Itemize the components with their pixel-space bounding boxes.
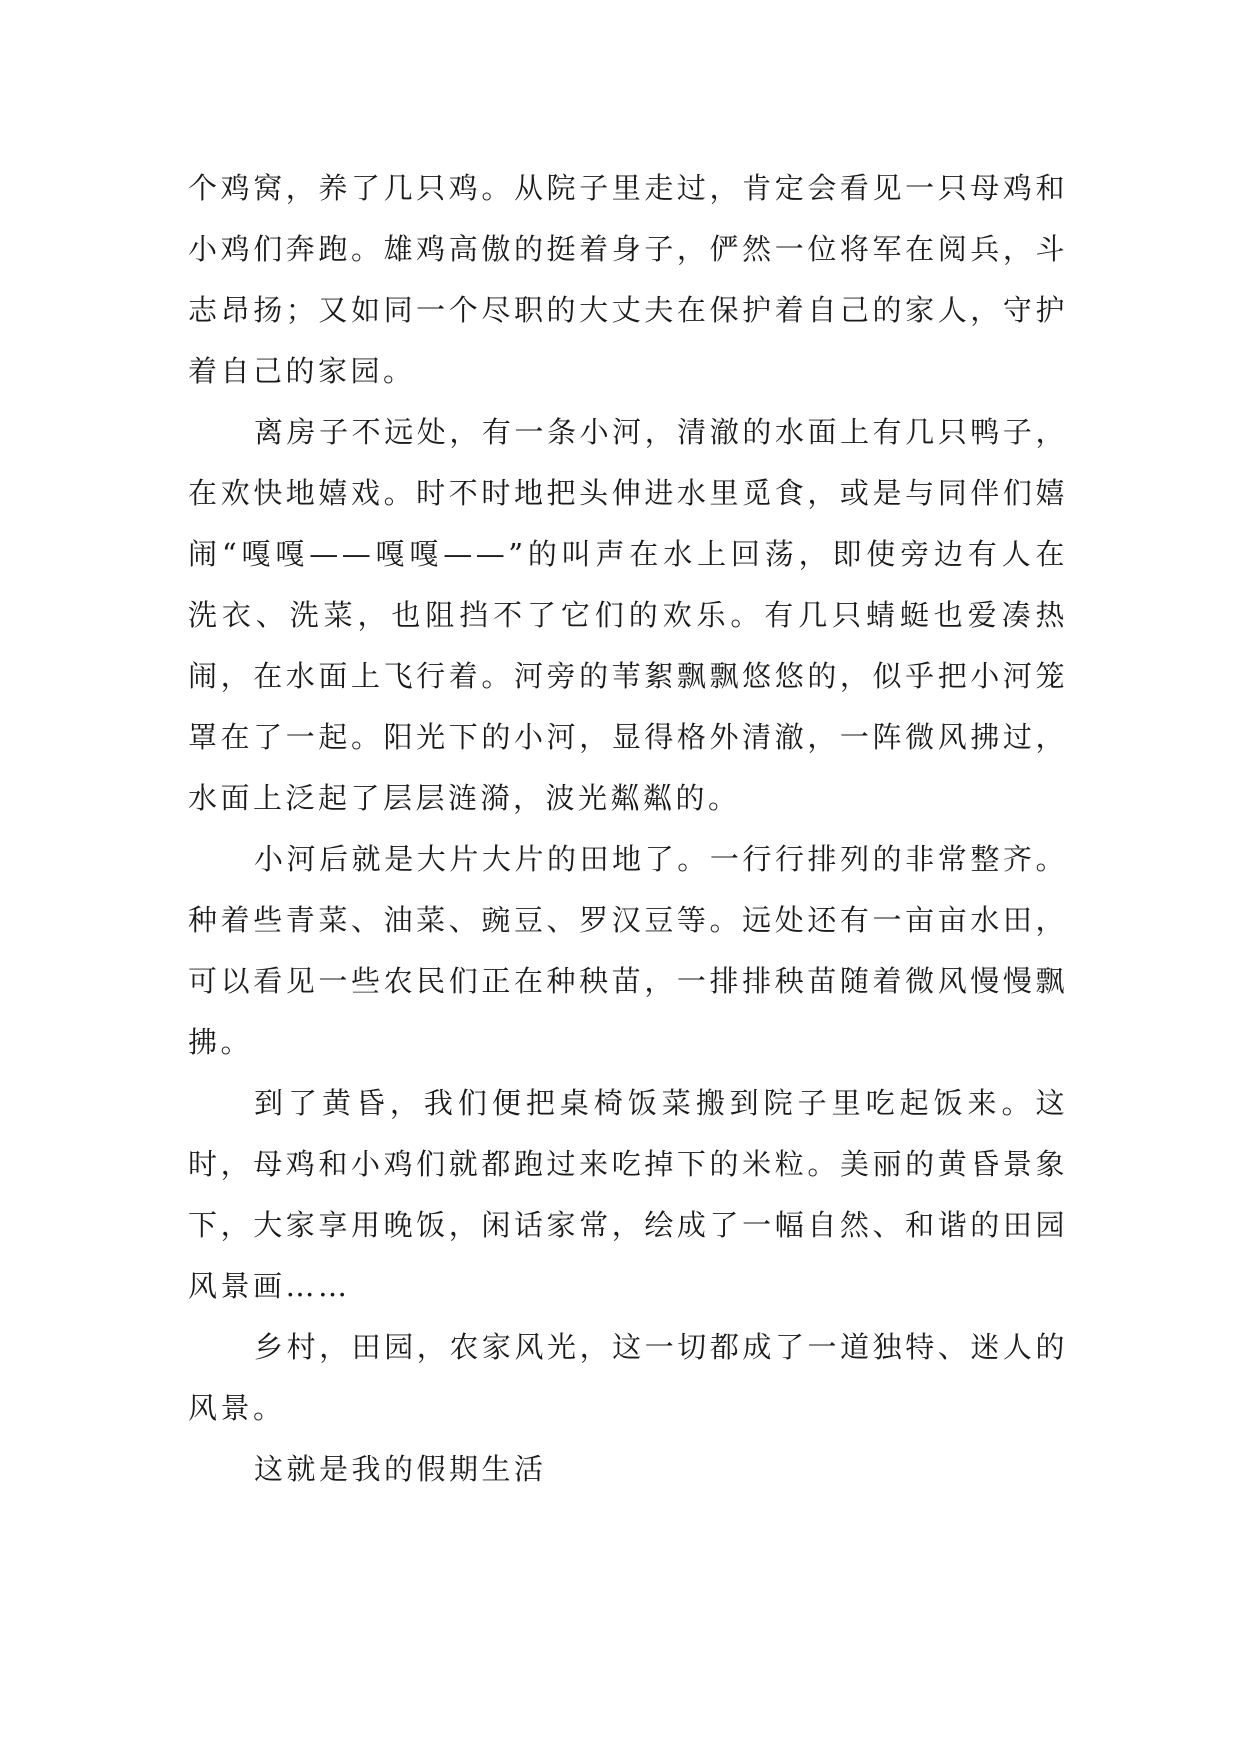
paragraph-4: 到了黄昏，我们便把桌椅饭菜搬到院子里吃起饭来。这时，母鸡和小鸡们就都跑过来吃掉下的米粒。美丽的黄昏景象下，大家享用晚饭，闲话家常，绘成了一幅自然、和谐的田园风景画…… (188, 1086, 1068, 1303)
paragraph-5: 乡村，田园，农家风光，这一切都成了一道独特、迷人的风景。 (188, 1330, 1068, 1425)
paragraph-6: 这就是我的假期生活 (254, 1452, 547, 1486)
body-text (188, 158, 1068, 1500)
paragraph-3: 小河后就是大片大片的田地了。一行行排列的非常整齐。种着些青菜、油菜、豌豆、罗汉豆等。远处还有一亩亩水田，可以看见一些农民们正在种秧苗，一排排秧苗随着微风慢慢飘拂。 (188, 842, 1068, 1059)
paragraph-2: 离房子不远处，有一条小河，清澈的水面上有几只鸭子，在欢快地嬉戏。时不时地把头伸进水里觅食，或是与同伴们嬉闹“嘎嘎——嘎嘎——”的叫声在水上回荡，即使旁边有人在洗衣、洗菜，也阻挡不了它们的欢乐。有几只蜻蜓也爱凑热闹，在水面上飞行着。河旁的苇絮飘飘悠悠的，似乎把小河笼罩在了一起。阳光下的小河，显得格外清澈，一阵微风拂过，水面上泛起了层层涟漪，波光粼粼的。 (188, 415, 1068, 815)
paragraph-1: 个鸡窝，养了几只鸡。从院子里走过，肯定会看见一只母鸡和小鸡们奔跑。雄鸡高傲的挺着身子，俨然一位将军在阅兵，斗志昂扬；又如同一个尽职的大丈夫在保护着自己的家人，守护着自己的家园。 (188, 171, 1068, 388)
